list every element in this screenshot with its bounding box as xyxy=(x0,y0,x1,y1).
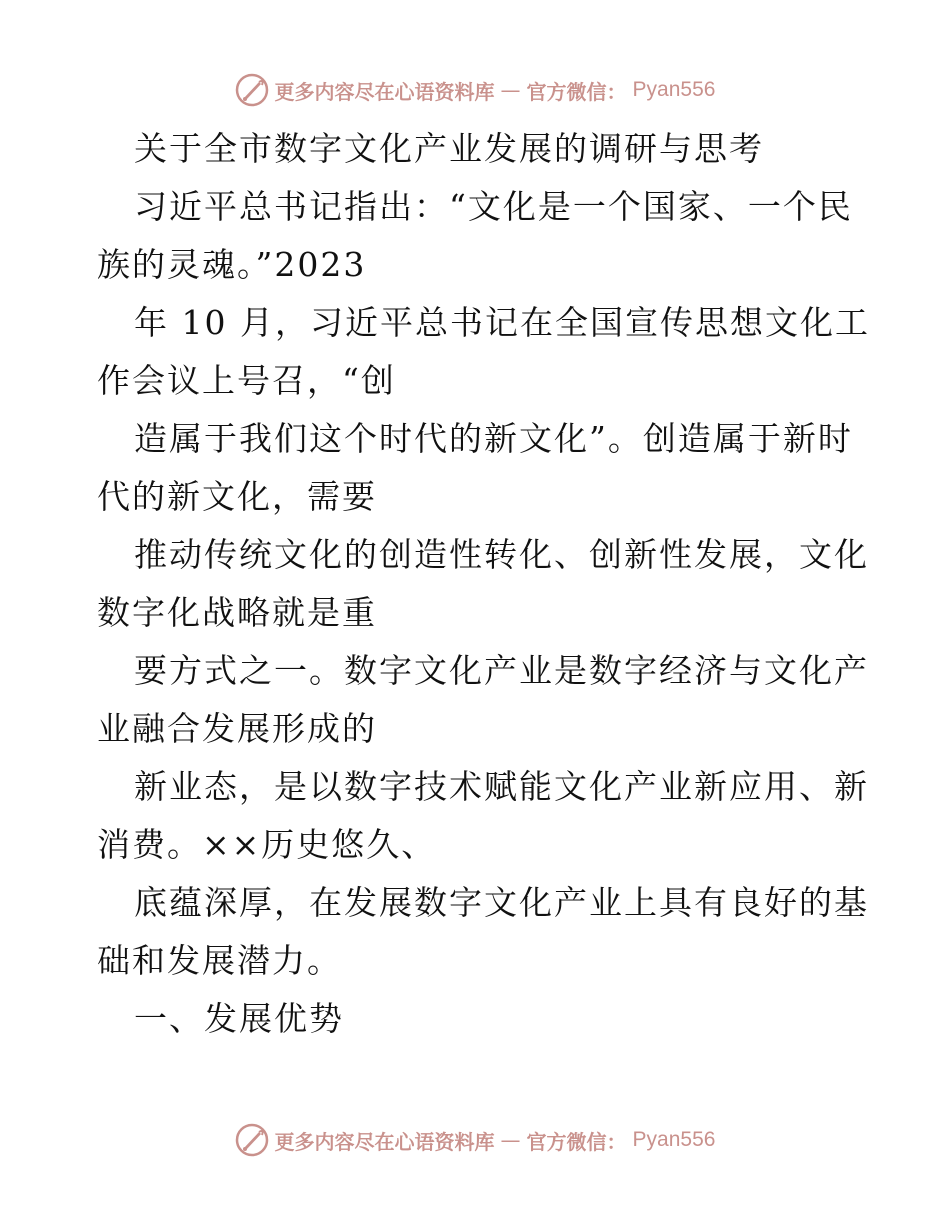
watermark-separator: — xyxy=(500,1128,521,1152)
paragraph-line: 消费。××历史悠久、 xyxy=(97,825,437,864)
paragraph-line: 习近平总书记指出：“文化是一个国家、一个民 xyxy=(134,187,853,226)
watermark-wechat-id: Pyan556 xyxy=(632,78,716,101)
paragraph-line: 年 10 月，习近平总书记在全国宣传思想文化工 xyxy=(134,303,870,342)
footer-watermark xyxy=(0,1120,950,1160)
quill-pen-icon xyxy=(235,73,269,107)
paragraph-line: 推动传统文化的创造性转化、创新性发展，文化 xyxy=(134,535,869,574)
paragraph-line: 要方式之一。数字文化产业是数字经济与文化产 xyxy=(134,651,869,690)
paragraph-line: 业融合发展形成的 xyxy=(97,709,377,748)
paragraph-line: 族的灵魂。”2023 xyxy=(97,245,367,284)
document-title: 关于全市数字文化产业发展的调研与思考 xyxy=(134,129,764,168)
paragraph-line: 新业态，是以数字技术赋能文化产业新应用、新 xyxy=(134,767,869,806)
watermark-wechat-id: Pyan556 xyxy=(632,1128,716,1151)
watermark-wechat-label: 官方微信： xyxy=(526,79,627,104)
paragraph-line: 数字化战略就是重 xyxy=(97,593,377,632)
watermark-separator: — xyxy=(500,78,521,102)
quill-pen-icon xyxy=(235,1123,269,1157)
paragraph-line: 代的新文化，需要 xyxy=(97,477,377,516)
document-body xyxy=(97,120,870,1048)
paragraph-line: 造属于我们这个时代的新文化”。创造属于新时 xyxy=(134,419,853,458)
section-heading: 一、发展优势 xyxy=(134,999,344,1038)
paragraph-line: 础和发展潜力。 xyxy=(97,941,342,980)
header-watermark xyxy=(0,70,950,110)
watermark-text: 更多内容尽在心语资料库 xyxy=(274,79,495,104)
paragraph-line: 底蕴深厚，在发展数字文化产业上具有良好的基 xyxy=(134,883,869,922)
paragraph-line: 作会议上号召，“创 xyxy=(97,361,396,400)
watermark-wechat-label: 官方微信： xyxy=(526,1129,627,1154)
watermark-text: 更多内容尽在心语资料库 xyxy=(274,1129,495,1154)
